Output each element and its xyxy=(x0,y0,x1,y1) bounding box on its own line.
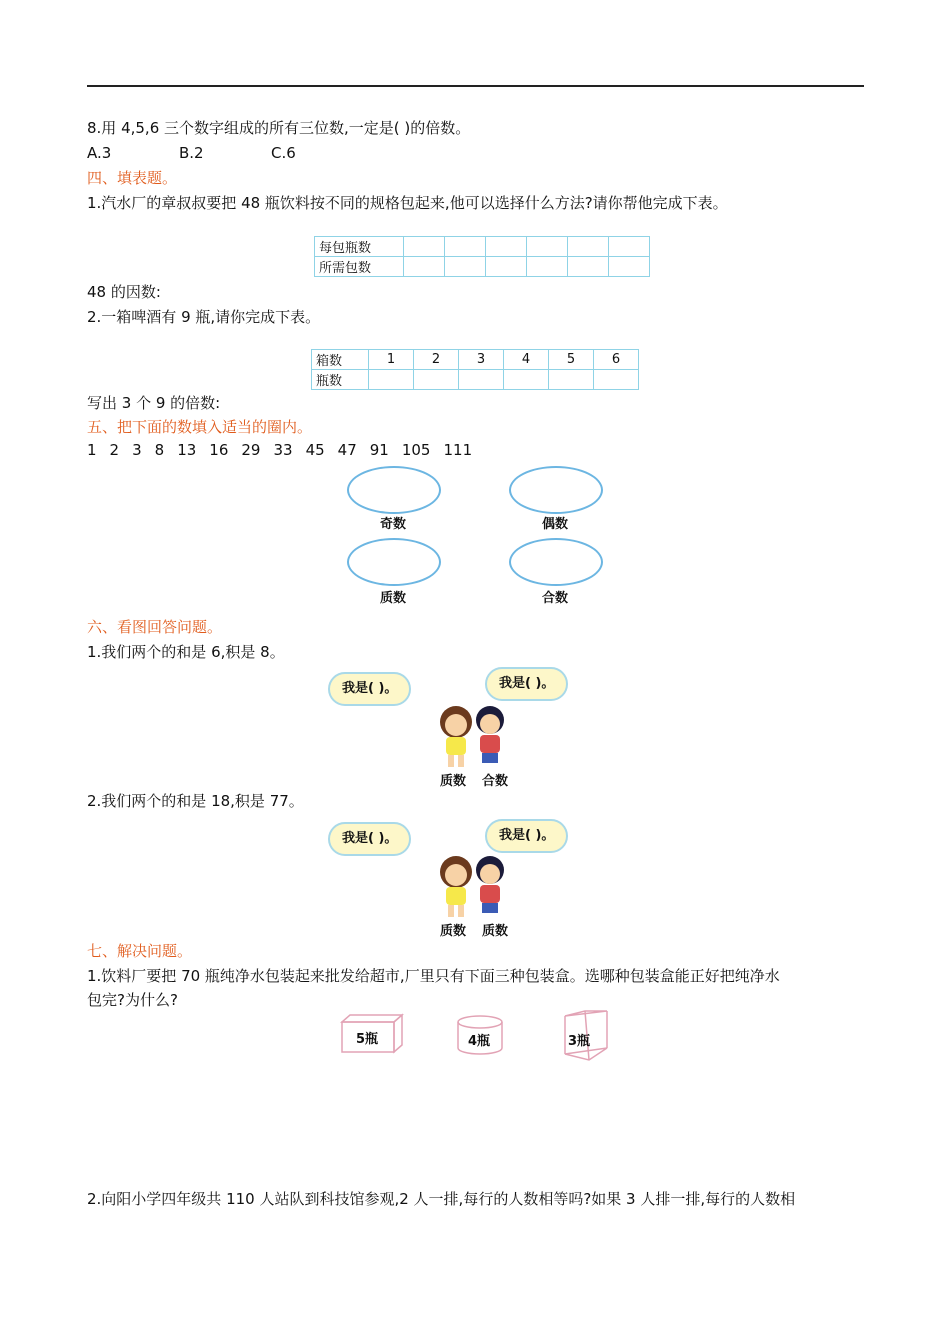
section-6-title: 六、看图回答问题。 xyxy=(87,618,223,636)
bottles-per-pack-table xyxy=(314,236,650,277)
number-item: 8 xyxy=(154,441,165,459)
column-header: 3 xyxy=(459,350,504,370)
section-6-question-1: 1.我们两个的和是 6,积是 8。 xyxy=(87,643,285,661)
top-rule xyxy=(87,85,864,87)
table-cell[interactable] xyxy=(404,257,445,277)
composite-label: 合数 xyxy=(541,591,568,606)
table-cell[interactable] xyxy=(486,257,527,277)
table-cell[interactable] xyxy=(594,370,639,390)
table-cell[interactable] xyxy=(369,370,414,390)
speech-bubble-left: 我是( )。 xyxy=(328,672,411,706)
number-item: 16 xyxy=(209,441,229,459)
section-4-question-2: 2.一箱啤酒有 9 瓶,请你完成下表。 xyxy=(87,308,321,326)
speech-bubble-left: 我是( )。 xyxy=(328,822,411,856)
table-row xyxy=(315,257,650,277)
column-header: 1 xyxy=(369,350,414,370)
beer-box-table xyxy=(311,349,639,390)
number-item: 13 xyxy=(177,441,197,459)
table-cell[interactable] xyxy=(504,370,549,390)
table-row xyxy=(312,350,639,370)
section-5-title: 五、把下面的数填入适当的圈内。 xyxy=(87,418,313,436)
column-header: 4 xyxy=(504,350,549,370)
child-label-right: 质数 xyxy=(482,924,509,939)
section-4-question-1: 1.汽水厂的章叔叔要把 48 瓶饮料按不同的规格包起来,他可以选择什么方法?请你帮他完成下表。 xyxy=(87,194,728,212)
section-7-title: 七、解决问题。 xyxy=(87,942,193,960)
factors-label: 48 的因数: xyxy=(87,283,161,301)
section-4-title: 四、填表题。 xyxy=(87,169,178,187)
row-header: 每包瓶数 xyxy=(315,237,404,257)
table-cell[interactable] xyxy=(445,257,486,277)
table-cell[interactable] xyxy=(459,370,504,390)
prime-oval[interactable] xyxy=(347,538,441,586)
prime-label: 质数 xyxy=(379,591,406,606)
child-label-left: 质数 xyxy=(440,774,467,789)
child-label-right: 合数 xyxy=(482,774,509,789)
table-cell[interactable] xyxy=(568,237,609,257)
section-7-question-1-line-2: 包完?为什么? xyxy=(87,991,178,1009)
even-label: 偶数 xyxy=(541,517,568,532)
column-header: 5 xyxy=(549,350,594,370)
number-item: 2 xyxy=(109,441,120,459)
box-label-4: 4瓶 xyxy=(468,1034,491,1049)
table-cell[interactable] xyxy=(527,237,568,257)
option-c: C.6 xyxy=(271,144,296,162)
multiples-label: 写出 3 个 9 的倍数: xyxy=(87,394,221,412)
number-item: 3 xyxy=(132,441,142,459)
even-oval[interactable] xyxy=(509,466,603,514)
child-label-left: 质数 xyxy=(440,924,467,939)
odd-label: 奇数 xyxy=(379,517,406,532)
row-header: 瓶数 xyxy=(312,370,369,390)
table-cell[interactable] xyxy=(527,257,568,277)
speech-bubble-right: 我是( )。 xyxy=(485,667,568,701)
table-cell[interactable] xyxy=(445,237,486,257)
two-children-icon xyxy=(428,700,518,770)
table-row xyxy=(312,370,639,390)
number-item: 91 xyxy=(369,441,389,459)
table-cell[interactable] xyxy=(486,237,527,257)
number-item: 1 xyxy=(87,441,97,459)
table-cell[interactable] xyxy=(549,370,594,390)
two-children-icon xyxy=(428,850,518,920)
column-header: 6 xyxy=(594,350,639,370)
table-cell[interactable] xyxy=(404,237,445,257)
number-item: 33 xyxy=(273,441,293,459)
row-header: 所需包数 xyxy=(315,257,404,277)
section-7-question-1-line-1: 1.饮料厂要把 70 瓶纯净水包装起来批发给超市,厂里只有下面三种包装盒。选哪种包装盒能正好把纯净水 xyxy=(87,967,780,985)
table-cell[interactable] xyxy=(414,370,459,390)
section-7-question-2: 2.向阳小学四年级共 110 人站队到科技馆参观,2 人一排,每行的人数相等吗?如果 3 人排一排,每行的人数相 xyxy=(87,1190,796,1208)
row-header: 箱数 xyxy=(312,350,369,370)
composite-oval[interactable] xyxy=(509,538,603,586)
speech-bubble-right: 我是( )。 xyxy=(485,819,568,853)
column-header: 2 xyxy=(414,350,459,370)
table-cell[interactable] xyxy=(609,237,650,257)
number-item: 47 xyxy=(337,441,357,459)
number-list xyxy=(87,441,485,459)
box-label-3: 3瓶 xyxy=(568,1034,591,1049)
table-row xyxy=(315,237,650,257)
section-6-question-2: 2.我们两个的和是 18,积是 77。 xyxy=(87,792,304,810)
number-item: 29 xyxy=(241,441,261,459)
number-item: 111 xyxy=(443,441,473,459)
box-label-5: 5瓶 xyxy=(356,1032,379,1047)
odd-oval[interactable] xyxy=(347,466,441,514)
table-cell[interactable] xyxy=(609,257,650,277)
number-item: 105 xyxy=(401,441,431,459)
option-b: B.2 xyxy=(179,144,204,162)
question-8: 8.用 4,5,6 三个数字组成的所有三位数,一定是( )的倍数。 xyxy=(87,119,471,137)
question-8-options xyxy=(87,143,363,163)
option-a: A.3 xyxy=(87,144,112,162)
table-cell[interactable] xyxy=(568,257,609,277)
number-item: 45 xyxy=(305,441,325,459)
